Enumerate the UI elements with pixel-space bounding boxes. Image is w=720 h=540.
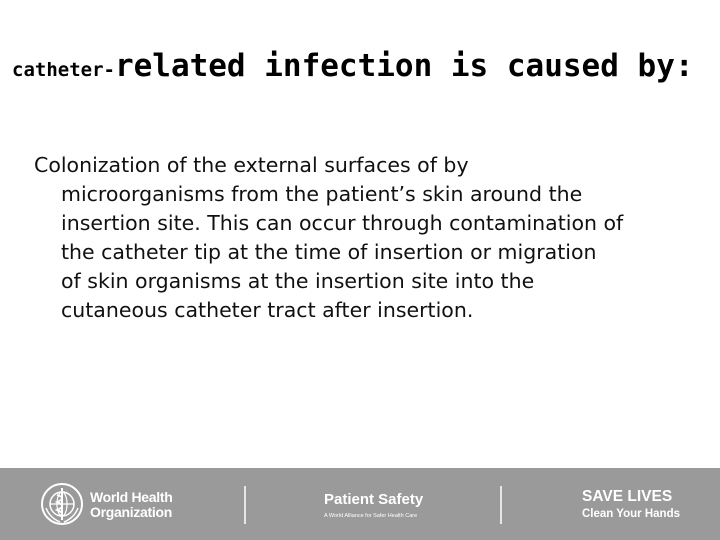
footer-divider [500, 486, 502, 524]
patient-safety-subtitle: A World Alliance for Safer Health Care [324, 513, 418, 519]
patient-safety-title: Patient Safety [324, 491, 424, 508]
body-line: Colonization of the external surfaces of by [34, 153, 469, 177]
footer-banner [0, 468, 720, 540]
body-line: the catheter tip at the time of insertion or migration [61, 240, 597, 264]
slide-title-part1: catheter- [12, 59, 115, 81]
footer-divider [244, 486, 246, 524]
body-line: cutaneous catheter tract after insertion. [61, 298, 474, 322]
slide-title [12, 48, 712, 84]
save-lives-subtitle: Clean Your Hands [582, 508, 680, 520]
slide-title-part2: related infection is caused by: [114, 48, 694, 84]
who-line1: World Health [90, 489, 173, 505]
save-lives-title: SAVE LIVES [582, 488, 673, 505]
body-line: microorganisms from the patient’s skin around the [61, 182, 583, 206]
body-line: insertion site. This can occur through contamination of [61, 211, 624, 235]
slide-body-text [34, 151, 699, 325]
body-line: of skin organisms at the insertion site into the [61, 269, 535, 293]
who-line2: Organization [90, 504, 172, 520]
who-wordmark [90, 490, 172, 520]
who-emblem-icon [40, 482, 84, 526]
